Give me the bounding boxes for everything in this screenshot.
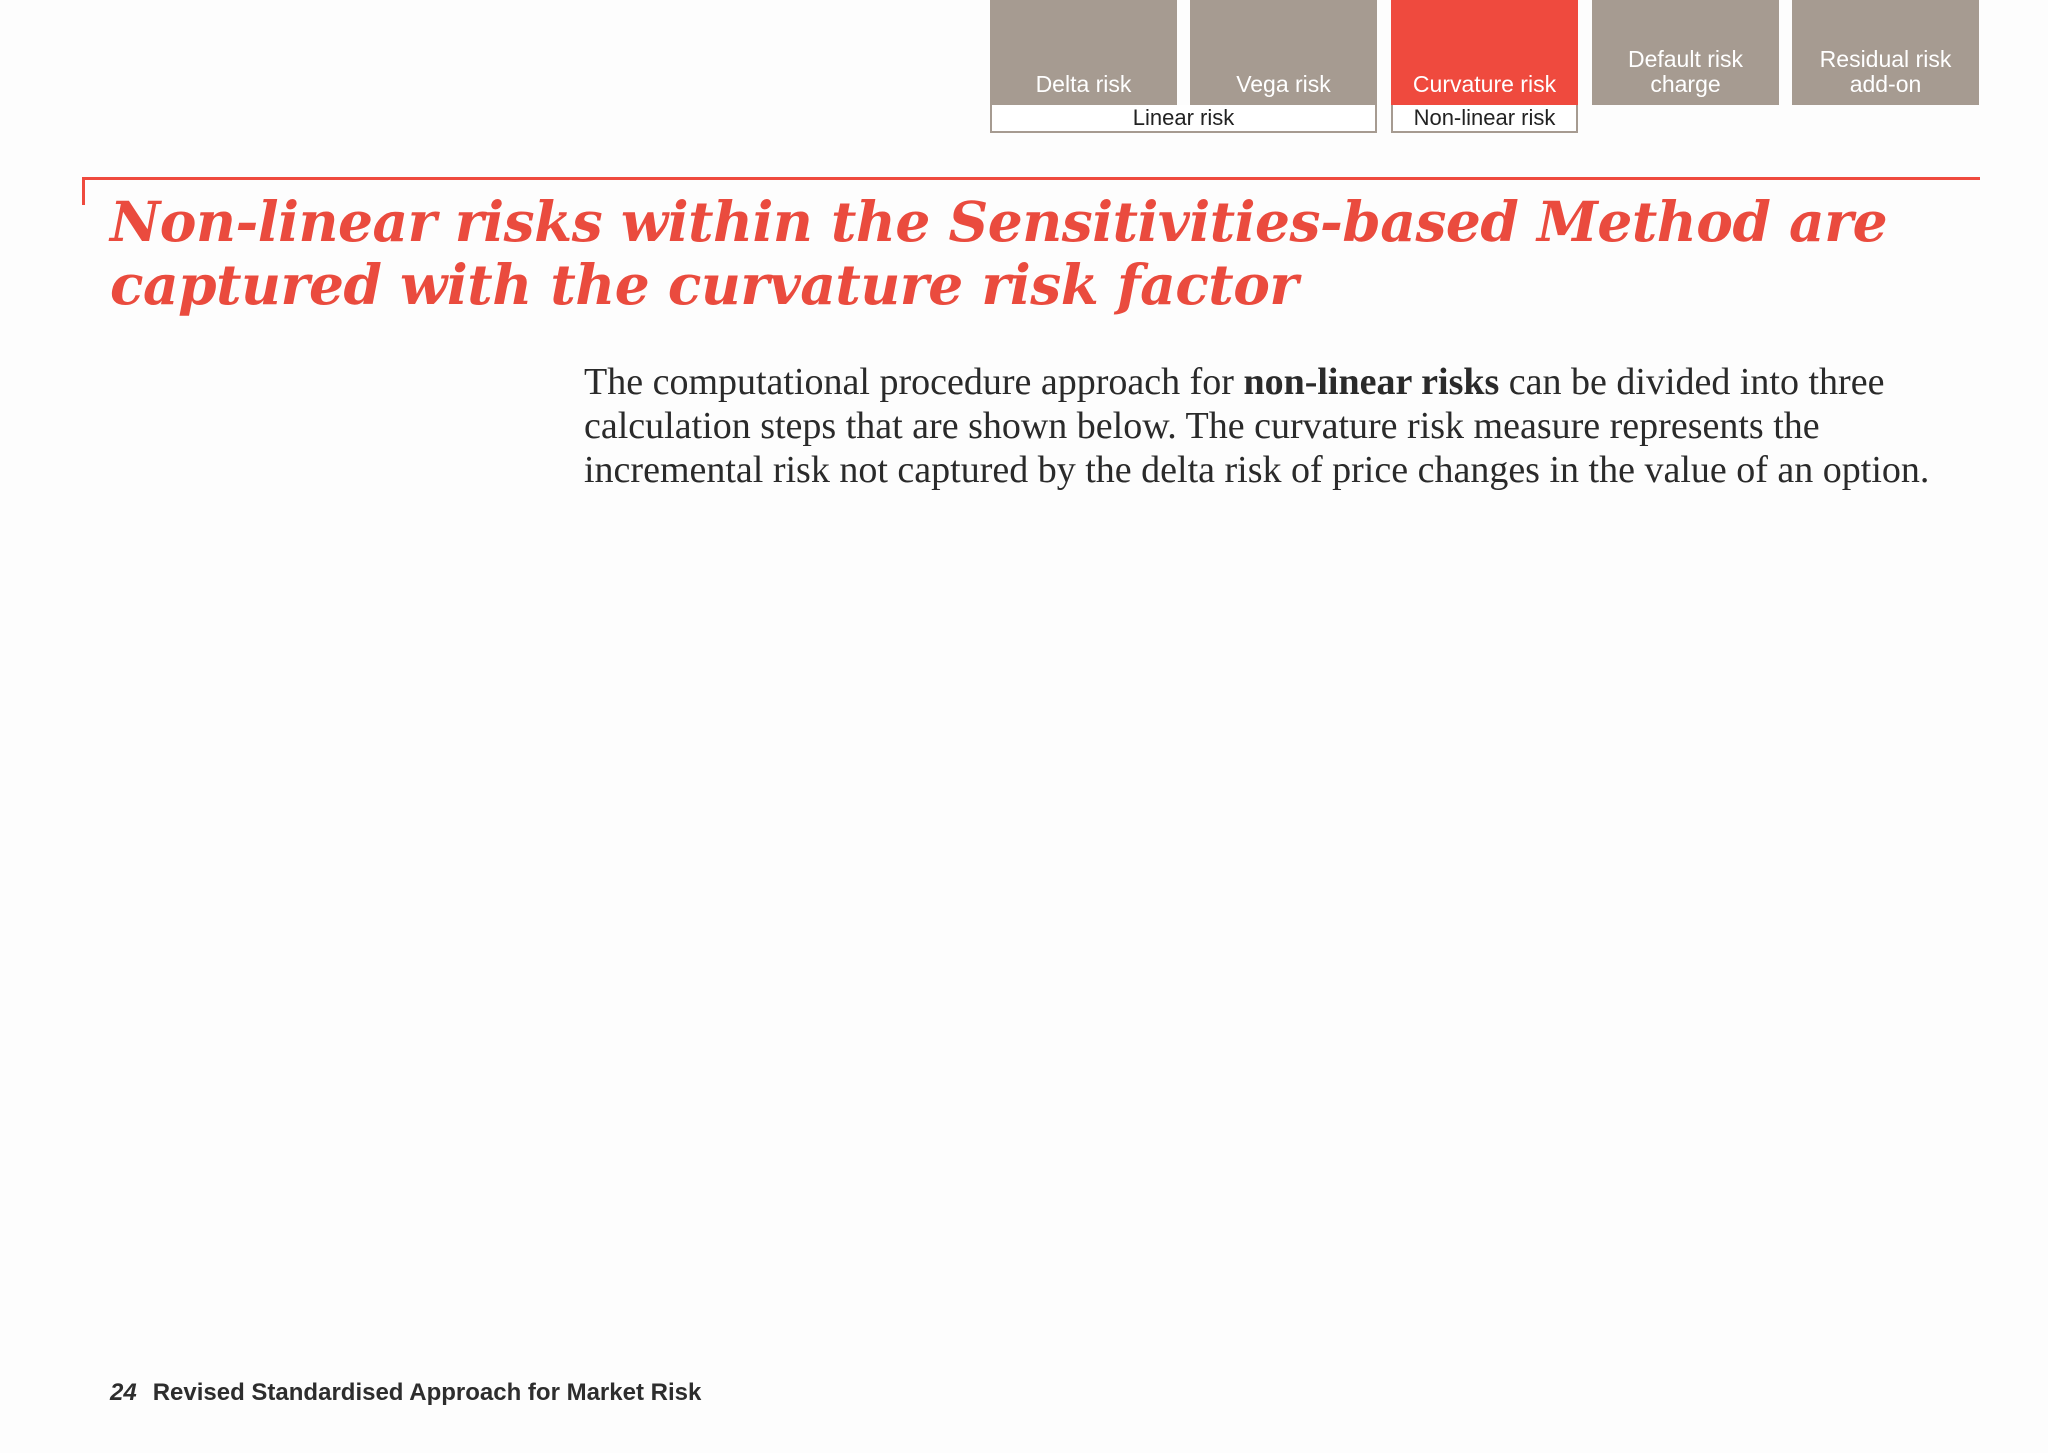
page-number: 24 bbox=[110, 1379, 137, 1406]
page-title: Non-linear risks within the Sensitivities-based Method are captured with the curvature risk factor bbox=[110, 189, 1888, 317]
headline-rule-tick bbox=[82, 177, 85, 205]
tab-vega-risk[interactable]: Vega risk bbox=[1190, 0, 1377, 105]
tab-default-risk-charge[interactable]: Default risk charge bbox=[1592, 0, 1779, 105]
footer-title: Revised Standardised Approach for Market Risk bbox=[152, 1379, 702, 1406]
body-paragraph bbox=[584, 360, 1984, 492]
tab-curvature-risk[interactable]: Curvature risk bbox=[1391, 0, 1578, 105]
group-label-non-linear-risk: Non-linear risk bbox=[1391, 105, 1578, 133]
body-text-emphasis: non-linear risks bbox=[1243, 361, 1500, 403]
tab-residual-risk-add-on[interactable]: Residual risk add-on bbox=[1792, 0, 1979, 105]
body-text-intro: The computational procedure approach for bbox=[584, 361, 1244, 403]
tab-delta-risk[interactable]: Delta risk bbox=[990, 0, 1177, 105]
page-footer bbox=[110, 1379, 701, 1407]
body-text-rest: can be divided into three calculation steps that are shown below. The curvature risk measure represents the incremental risk not captured by the delta risk of price changes in the value of an option. bbox=[584, 361, 1930, 491]
group-label-linear-risk: Linear risk bbox=[990, 105, 1377, 133]
headline-rule bbox=[82, 177, 1980, 180]
